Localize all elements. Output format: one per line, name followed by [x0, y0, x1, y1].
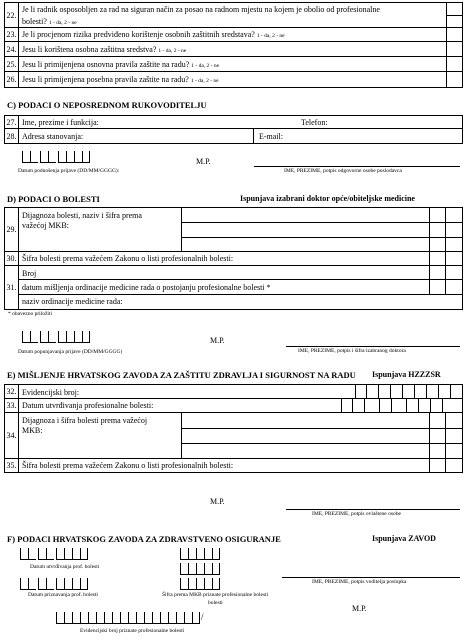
mkb-caption: Šifra prema MKB priznate profesionalne bolesti: [162, 592, 269, 598]
signature-caption: IME, PREZIME, potpis odgovorne osobe poslodavca: [284, 168, 402, 174]
row-22-label-cont: bolesti?: [22, 17, 47, 26]
stamp-label: M.P.: [352, 604, 367, 613]
row-22: [4, 2, 463, 28]
row-32: [4, 384, 463, 399]
mkb-code-input-1[interactable]: [180, 548, 220, 560]
evid-number-input[interactable]: [56, 612, 200, 624]
row-22-label: Je li radnik osposobljen za rad na siguran način za posao na radnom mjestu na kojem je obolio od profesionalne: [22, 5, 380, 14]
signature-caption: IME, PREZIME, potpis voditelja postupka: [312, 579, 407, 585]
row-number: 22.: [5, 3, 19, 27]
row-number: 24.: [5, 42, 19, 56]
row-27: [4, 115, 463, 129]
row-31: [4, 266, 463, 310]
row-27-label: Ime, prezime i funkcija:: [22, 118, 99, 127]
row-number: 25.: [5, 57, 19, 71]
answer-box[interactable]: [446, 42, 447, 56]
row-22-hint: 1 - da, 2 - ne: [48, 20, 77, 26]
row-32-label: Evidencijski broj:: [22, 388, 80, 397]
row-26-hint: 1 - da, 2 - ne: [190, 78, 219, 84]
date-cells[interactable]: [341, 399, 443, 412]
signature-caption: IME, PREZIME, potpis i šifra izabranog doktora: [298, 348, 406, 354]
section-d-title: D) PODACI O BOLESTI: [7, 194, 100, 204]
mkb-code-input-3[interactable]: [180, 578, 220, 590]
row-24: [4, 42, 463, 57]
section-f-filler: Ispunjava ZAVOD: [372, 534, 436, 543]
row-35-label: Šifra bolesti prema važećem Zakonu o listi profesionalnih bolesti:: [22, 461, 234, 470]
section-e-title: E) MIŠLJENJE HRVATSKOG ZAVODA ZA ZAŠTITU ZDRAVLJA I SIGURNOST NA RADU: [7, 370, 356, 380]
row-31-label-3: naziv ordinacije medicine rada:: [22, 297, 123, 306]
signature-line[interactable]: [254, 166, 460, 167]
row-30: [4, 252, 463, 266]
row-33: [4, 399, 463, 413]
row-23-label: Je li procjenom rizika predviđeno korištenje osobnih zaštitnih sredstava?: [22, 30, 255, 39]
date-utv-input[interactable]: [20, 548, 88, 560]
signature-caption: IME, PREZIME, potpis ovlaštene osobe: [312, 511, 401, 517]
row-34-label-cont: MKB:: [22, 426, 43, 435]
row-34-label: Dijagnoza i šifra bolesti prema važećoj: [22, 416, 148, 425]
evidence-number-cells[interactable]: [355, 385, 463, 399]
row-24-label: Jesu li korištena osobna zaštitna sredstva?: [22, 45, 157, 54]
section-c-title: C) PODACI O NEPOSREDNOM RUKOVODITELJU: [7, 100, 207, 110]
row-number: 34.: [5, 413, 19, 458]
row-number: 35.: [5, 459, 19, 472]
row-number: 31.: [5, 266, 19, 309]
signature-line[interactable]: [282, 577, 460, 578]
row-33-label: Datum utvrđivanja profesionalne bolesti:: [22, 401, 154, 410]
row-23: [4, 28, 463, 42]
signature-line[interactable]: [286, 346, 460, 347]
row-34: [4, 413, 463, 459]
date-caption: Datum popunjavanja prijave (DD/MM/GGGG): [18, 349, 123, 355]
row-23-hint: 1 - da, 2 - ne: [256, 33, 285, 39]
row-29: [4, 207, 463, 252]
date-utv-caption: Datum utvrđivanja prof. bolesti: [30, 564, 100, 570]
row-25-label: Jesu li primijenjena osnovna pravila zaštite na radu?: [22, 60, 190, 69]
phone-label: Telefon:: [301, 118, 328, 127]
row-number: 27.: [5, 116, 19, 128]
row-26-label: Jesu li primijenjena posebna pravila zaštite na radu?: [22, 75, 189, 84]
stamp-label: M.P.: [196, 157, 211, 166]
row-35: [4, 459, 463, 473]
slash-separator: /: [201, 612, 204, 622]
footnote: * obavezno priložiti: [8, 311, 52, 317]
date-caption: Datum podnošenja prijave (DD/MM/GGGG):: [18, 168, 120, 174]
row-28: [4, 129, 463, 144]
row-number: 28.: [5, 129, 19, 143]
answer-box[interactable]: [446, 72, 447, 87]
row-25-hint: 1 - da, 2 - ne: [191, 63, 220, 69]
row-number: 26.: [5, 72, 19, 87]
row-28-label: Adresa stanovanja:: [22, 132, 84, 141]
stamp-label: M.P.: [210, 336, 225, 345]
answer-box[interactable]: [446, 15, 462, 27]
section-d-filler: Ispunjava izabrani doktor opće/obiteljske medicine: [240, 194, 415, 203]
row-31-label-2: datum mišljenja ordinacije medicine rada o postojanju profesionalne bolesti *: [22, 283, 271, 292]
row-31-label-1: Broj: [22, 269, 37, 278]
date-input[interactable]: [22, 331, 90, 343]
row-number: 30.: [5, 252, 19, 265]
row-25: [4, 57, 463, 72]
date-input[interactable]: [22, 151, 90, 163]
row-number: 33.: [5, 399, 19, 412]
row-number: 32.: [5, 385, 19, 398]
row-30-label: Šifra bolesti prema važećem Zakonu o listi profesionalnih bolesti:: [22, 254, 234, 263]
mkb-code-input-2[interactable]: [180, 563, 220, 575]
date-prim-caption: Datum priznavanja prof. bolesti: [28, 592, 98, 598]
section-e-filler: Ispunjava HZZZSR: [372, 370, 441, 379]
section-f-title: F) PODACI HRVATSKOG ZAVODA ZA ZDRAVSTVENO OSIGURANJE: [7, 534, 281, 544]
row-number: 29.: [5, 208, 19, 251]
row-24-hint: 1 - da, 2 - ne: [158, 48, 187, 54]
answer-box[interactable]: [446, 57, 447, 71]
row-29-label: Dijagnoza bolesti, naziv i šifra prema: [22, 211, 142, 220]
mkb-caption-cont: bolesti: [208, 600, 223, 606]
row-26: [4, 72, 463, 88]
row-29-label-cont: važećoj MKB:: [22, 221, 69, 230]
answer-box[interactable]: [446, 28, 447, 41]
stamp-label: M.P.: [210, 497, 225, 506]
email-label: E-mail:: [259, 132, 283, 141]
row-number: 23.: [5, 28, 19, 41]
signature-line[interactable]: [286, 509, 460, 510]
date-prim-input[interactable]: [20, 578, 88, 590]
evid-caption: Evidencijski broj priznate profesionalne bolesti: [80, 628, 185, 634]
